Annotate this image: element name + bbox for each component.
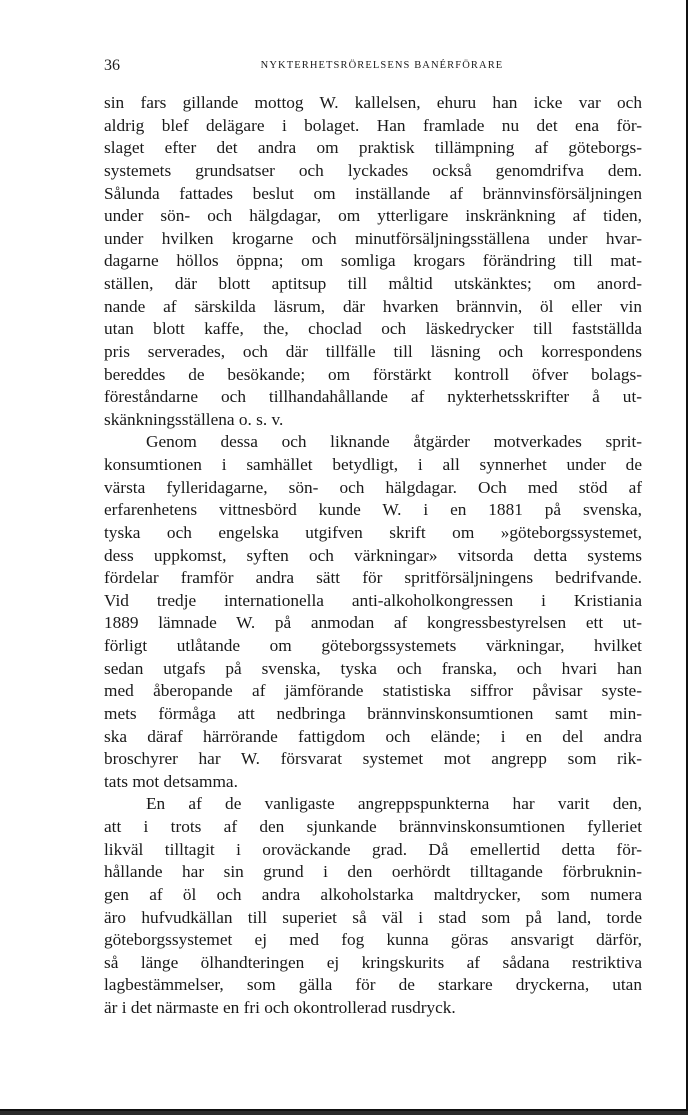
text-line: göteborgssystemet ej med fog kunna göras ansvarigt därför,: [104, 930, 642, 950]
page-number: 36: [104, 57, 120, 74]
text-line: hållande har sin grund i den oerhördt tilltagande förbruknin-: [104, 862, 642, 882]
text-line: broschyrer har W. försvarat systemet mot angrepp som rik-: [104, 749, 642, 769]
text-line: lagbestämmelser, som gälla för de starkare dryckerna, utan: [104, 975, 642, 995]
text-line: konsumtionen i samhället betydligt, i all synnerhet under de: [104, 455, 642, 474]
page-bottom-edge: [0, 1111, 688, 1115]
text-line: sedan utgafs på svenska, tyska och franska, och hvari han: [104, 658, 642, 678]
text-line: Genom dessa och liknande åtgärder motverkades sprit-: [146, 432, 642, 452]
running-title: NYKTERHETSRÖRELSENS BANÉRFÖRARE: [260, 60, 504, 71]
text-line: att i trots af den sjunkande brännvinskonsumtionen fylleriet: [104, 817, 642, 836]
text-line: aldrig blef delägare i bolaget. Han framlade nu det ena för-: [104, 115, 642, 135]
text-line: mets förmåga att nedbringa brännvinskonsumtionen samt min-: [104, 703, 642, 723]
text-line: sin fars gillande mottog W. kallelsen, ehuru han icke var och: [104, 93, 642, 112]
text-line: erfarenhetens vittnesbörd kunde W. i en 1881 på svenska,: [104, 500, 642, 520]
text-line: utan blott kaffe, the, choclad och läskedrycker till fastställda: [104, 319, 642, 339]
text-line: pris serverades, och där tillfälle till läsning och korrespondens: [104, 341, 642, 361]
text-line: under hvilken krogarne och minutförsäljningsställena under hvar-: [104, 228, 642, 248]
text-line: dagarne höllos öppna; om somliga krogars förändring till mat-: [104, 251, 642, 271]
text-line: värsta fylleridagarne, sön- och hälgdagar. Och med stöd af: [104, 477, 642, 497]
text-line: systemets grundsatser och lyckades också genomdrifva dem.: [104, 160, 642, 180]
text-line: tats mot detsamma.: [104, 771, 238, 791]
body-text: [104, 92, 642, 1020]
text-line: ska däraf härrörande fattigdom och elände; i en del andra: [104, 726, 642, 746]
text-line: med åberopande af jämförande statistiska siffror påvisar syste-: [104, 681, 642, 701]
text-line: förligt utlåtande om göteborgssystemets värkningar, hvilket: [104, 636, 642, 655]
text-line: så länge ölhandteringen ej kringskurits af sådana restriktiva: [104, 952, 642, 972]
text-line: Vid tredje internationella anti-alkoholkongressen i Kristiania: [104, 590, 642, 610]
text-line: under sön- och hälgdagar, om ytterligare inskränkning af tiden,: [104, 206, 642, 226]
page-header: [104, 56, 642, 76]
text-line: tyska och engelska utgifven skrift om »göteborgssystemet,: [104, 522, 642, 542]
text-line: gen af öl och andra alkoholstarka maltdrycker, som numera: [104, 884, 642, 904]
text-line: dess uppkomst, syften och värkningar» vitsorda detta systems: [104, 545, 642, 565]
text-line: 1889 lämnade W. på anmodan af kongressbestyrelsen ett ut-: [104, 613, 642, 633]
text-line: föreståndarne och tillhandahållande af nykterhetsskrifter å ut-: [104, 387, 642, 407]
text-line: bereddes de besökande; om förstärkt kontroll öfver bolags-: [104, 364, 642, 384]
text-line: är i det närmaste en fri och okontrollerad rusdryck.: [104, 998, 456, 1017]
text-line: nande af särskilda läsrum, där hvarken brännvin, öl eller vin: [104, 296, 642, 316]
text-line: äro hufvudkällan till superiet så väl i stad som på land, torde: [104, 907, 642, 927]
text-line: likväl tilltagit i oroväckande grad. Då emellertid detta för-: [104, 839, 642, 859]
text-line: skänkningsställena o. s. v.: [104, 409, 284, 429]
text-line: fördelar framför andra sätt för spritförsäljningens bedrifvande.: [104, 568, 642, 588]
text-line: En af de vanligaste angreppspunkterna har varit den,: [146, 794, 642, 814]
text-line: ställen, där blott aptitsup till måltid utskänktes; om anord-: [104, 274, 642, 293]
text-line: slaget efter det andra om praktisk tillämpning af göteborgs-: [104, 138, 642, 158]
text-line: Sålunda fattades beslut om inställande af brännvinsförsäljningen: [104, 183, 642, 203]
